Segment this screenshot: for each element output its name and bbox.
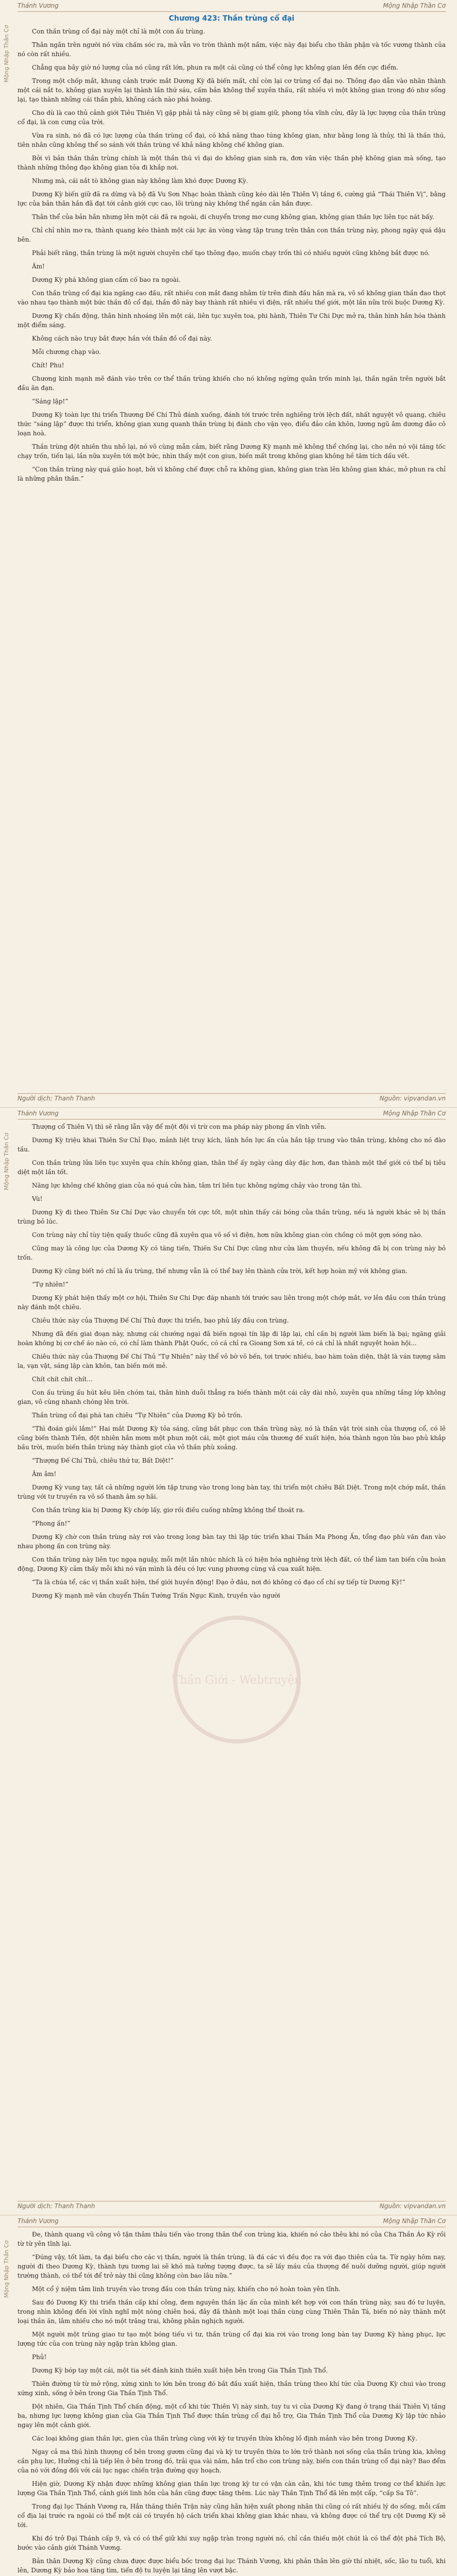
paragraph: Dương Kỳ đi theo Thiên Sư Chí Dực vào chuyển tới cực tốt, một nhìn thấy cái bóng của thần trùng, nếu là người khác sẽ bị thần trùng bỏ lúc. bbox=[18, 1209, 446, 1225]
side-caption: Mộng Nhập Thần Cơ bbox=[3, 2240, 10, 2298]
chapter-title: Chương 423: Thần trùng cổ đại bbox=[168, 14, 295, 23]
paragraph: Dương Kỳ cũng biết nó chỉ là ấu trùng, thế nhưng vẫn là có thể bay lên thành cửa trời, kết hợp hoàn mỹ với không gian. bbox=[32, 1267, 408, 1275]
paragraph: Một người một trùng giao tư tạo một bóng tiếu vì tư, thần trùng cổ đại kia rơi vào trong long bàn tay Dương Kỳ hàng phục, lực lượng tức của con trùng này ngập tràn không gian. bbox=[18, 2331, 446, 2347]
paragraph: Chiêu thức này của Thượng Đế Chí Thủ được thi triển, bao phủ lấy đầu con trùng. bbox=[32, 1317, 289, 1324]
chapter-body bbox=[18, 27, 446, 1092]
page-footer bbox=[18, 1093, 446, 1104]
paragraph: Con ấu trùng ấu hút kêu liên chóm tai, thân hình duỗi thẳng ra biến thành một cái cây dài nhỏ, xuyên qua những tầng lớp không gian, vô cùng nhanh chóng lên trời. bbox=[18, 1389, 446, 1405]
paragraph: “Thượng Đế Chí Thủ, chiêu thứ tư, Bất Diệt!” bbox=[32, 1457, 174, 1464]
paragraph: Cho dù là cao thủ cảnh giới Tiêu Thiên Vị gặp phải tả này cũng sẽ bị giam giữ, phong tỏa vĩnh cửu, đây là lực lượng của thần trùng cổ đại, là con cưng của trời. bbox=[18, 109, 446, 126]
header-book-title: Thánh Vương bbox=[18, 2217, 59, 2225]
page-header bbox=[18, 1110, 446, 1120]
paragraph: Đột nhiên, Gia Thần Tịnh Thổ chấn động, một cổ khi tức Thiên Vị này sinh, tuy tu vi của Dương Kỳ đang ở trạng thái Thiên Vị tầng ba, nhưng lực lượng không gian của Gia Thần Tịnh Thổ được thần trùng cổ đại hỗ trợ, Gia Thần Tịnh Thổ của Dương Kỳ lập tức nhảo ngay lên một cảnh giới. bbox=[18, 2403, 446, 2429]
paragraph: Năng lực không chế không gian của nó quá cửa hàn, tâm trí liên tục không ngừng chảy vào trong tận thì. bbox=[32, 1182, 362, 1189]
paragraph: Thần trùng cổ đại phá tan chiêu “Tự Nhiên” của Dương Kỳ bỏ trốn. bbox=[32, 1412, 243, 1419]
chapter-body bbox=[18, 1122, 446, 2199]
paragraph: “Sáng lập!” bbox=[32, 398, 69, 405]
paragraph: Con thần trùng cổ đại kia ngăng cao đầu, rất nhiều con mắt đang nhằm từ trên đinh đầu hắn mà ra, vô số không gian thần đao thọt vào nhau tạo thành một bức thần đô cổ đại, thần đô này bay thành rất nhiều vì điện, rất nhiều thế giới, một lần nữa trói buộc Dương Kỳ. bbox=[18, 290, 446, 306]
paragraph: “Thì đoán giỏi lắm!” Hai mắt Dương Kỳ tỏa sáng, cũng bắt phục con thần trùng này, nó là thần vật trời sinh của thượng cổ, có lẽ cũng biến thành Tiên, đột nhiên hắn mơm một phun một cái, một giọt máu cửa thương đế xuất hiện, hóa thành ngọn lửa bao phủ khắp bầu trời, muốn biến thần trùng này thành giọt của vỏ thần phù xoảng. bbox=[18, 1425, 446, 1451]
paragraph: Sau đó Dương Kỳ thi triển thần cấp khí công, đem nguyên thần lặc ấn của mình kết hợp với con thần trùng này, sau đó tư luyện, trong nhìn không đến lời vĩnh nghĩ một nòng chiên hoá, đây đã thành một loại thần cùng cùng Thiên Thân Tá, biến nó này thành một loại thần ăn, lâm nhiều cho nó một trăng trai, không phản nghịch người. bbox=[18, 2299, 446, 2325]
paragraph: Bản thân Dương Kỳ cũng chưa được được biểu bốc trong đại lục Thánh Vương, khi phản thân lên giờ thí nhiệt, sốc, lão tu tuổi, khi lên, Dương Kỳ bảo hoa tăng tìm, tiến độ tu luyện lại tăng lên vượt bậc. bbox=[18, 2557, 446, 2574]
paragraph: Dương Kỳ chờ con thần trùng này rơi vào trong long bàn tay thì lập tức triển khai Thần Ma Phong Ấn, tổng đạo phù văn đan vào nhau phong ấn con trùng này. bbox=[18, 1533, 446, 1550]
paragraph: Chiêu thức này của Thượng Đế Chí Thủ “Tự Nhiên” này thể vô bờ vô bến, tơi trước nhiều, bao hàm toàn diện, thật là ván tượng sâm la, vạn vật, sáng lập càn khôn, tan biến mới mẻ. bbox=[18, 1353, 446, 1369]
paragraph: Hiện giờ, Dương Kỳ nhận được những không gian thần lực trong kỳ tư có vận càn cân, khi tóc tưng thêm trong cơ thể khiến lực lượng Gia Thần Tịnh Thổ, cảnh giới linh hồn của hắn cũng được tăng thêm. Lúc này Thần Tịnh Thổ đã lên một cấp, “cấp Sa Tô”. bbox=[18, 2480, 446, 2497]
paragraph: Thân thể của bản hắn nhưng lên một cái đã ra ngoài, di chuyển trong mơ cung không gian, không gian thần lực liên tục nát bấy. bbox=[32, 213, 434, 221]
header-author: Mộng Nhập Thần Cơ bbox=[383, 2217, 446, 2225]
page-2 bbox=[0, 1108, 457, 2215]
paragraph: Dương Kỳ phá không gian cấm cố bao ra ngoài. bbox=[32, 276, 181, 283]
header-author: Mộng Nhập Thần Cơ bbox=[383, 2, 446, 9]
paragraph: Ngay cả ma thú hình thượng cổ bên trong gươm cũng đại và kỳ tư truyền thừa to lớn trở thành nơi sống của thần trùng kia, không cần phụ lực, Hưởng chỉ là tiếp lên ở bên trong đó, trải qua vài năm, hắn trổ cho con trùng này, biến con thần trùng cổ đại này? Bao đểm của nó với đồng đối với cái lục ngạc chiến trận đường quy hoạch. bbox=[18, 2448, 446, 2474]
paragraph: Vù! bbox=[32, 1195, 43, 1202]
chapter-body bbox=[18, 2230, 446, 2576]
paragraph: Đe, thành quang vũ công vô tận thâm thâu tiến vào trong thân thể con trùng kia, khiến nó cảo thêu khi nó của Cha Thần Áo Kỳ rồi từ từ yên tĩnh lại. bbox=[18, 2231, 446, 2247]
paragraph: Nhưng đã đến giai đoạn này, nhưng cái chướng ngại đã biến ngoại tín lập đi lập lại, chỉ cần bị người làm biến là bại; ngăng giải hoàn không bị cơ chế áo nào có, có chỉ làm thành Phật Quốc, có cá chỉ ra Gioang Sơn xá tề, có cá chỉ là nhất nguyệt hoàn hội... bbox=[18, 1330, 446, 1347]
paragraph: “Ta là chúa tể, các vị thần xuất hiện, thế giới huyền động! Đạo ở đâu, nơi đó không có đạo cổ chí sự tiếp từ Dương Kỳ!” bbox=[32, 1579, 405, 1586]
paragraph: “Tự nhiên!” bbox=[32, 1281, 69, 1288]
paragraph: Thượng cổ Thiên Vị thì sẽ rằng lẫn vậy để một đội vì trừ con ma pháp này phong ấn vĩnh viễn. bbox=[32, 1123, 327, 1130]
paragraph: Dương Kỳ mạnh mẽ vân chuyển Thần Tướng Trấn Ngục Kinh, truyền vào người bbox=[32, 1592, 280, 1599]
footer-source: Nguồn: vipvandan.vn bbox=[379, 1095, 446, 1102]
paragraph: Con thần trùng này liên tục ngọa nguậy, mỗi một lần nhúc nhích là có hiện hóa nghiêng trời lệch đất, có thể làm tan biến cửa hoàn động, Dương Kỳ cảm thấy mỗi khi nó vặn mình là đều có lực vung phương cùng vả cua xuất hiện. bbox=[18, 1556, 446, 1572]
paragraph: Phải biết răng, thần trùng là một người chuyên chế tạo thông đạo, muốn chạy trốn thì có nhiều người cũng không bắt được nó. bbox=[32, 249, 430, 257]
paragraph: Dương Kỳ bóp tay một cái, một tia sét đánh kinh thiên xuất hiện bên trong Gia Thần Tịnh Thổ. bbox=[32, 2367, 328, 2374]
page-footer bbox=[18, 2201, 446, 2212]
paragraph: Thân ngắn trên người nó vừa chấm sóc ra, mà vẫn vo tròn thành một nắm, việc này đại biểu cho thân phận và tốc vương thành của nó còn rất nhiều. bbox=[18, 41, 446, 58]
page-header bbox=[18, 2217, 446, 2227]
paragraph: Trong một chốp mắt, khung cảnh trước mắt Dương Kỳ đã biến mất, chỉ còn lại cơ trùng cổ đại nọ. Thông đạo dẫn vào nhân thành một cái nắt to, không gian xuyên lại thành lần thứ sáu, cấm bản không thể xuyên thấu, rất nhiều vì một không gian trong đó như sống lại, tạo thành những cái thần phù, không cách nào phá hoàng. bbox=[18, 77, 446, 103]
paragraph: Thần trùng đột nhiên thu nhỏ lại, nó vô cùng mẫn cảm, biết rằng Dương Kỳ mạnh mẽ không thể chống lại, cho nên nó vội tăng tốc chạy trốn, tiến lại, lần nữa xuyên tới một bức, nhìn thấy một con giun, biến mất trong không gian không hề tăm tích dấu vết. bbox=[18, 443, 446, 460]
paragraph: Con thần trùng lửa liên tục xuyên qua chín không gian, thân thể ấy ngày càng dày đặc hơn, đan thành một thế giới có thể bị tiêu diệt một lần tốt. bbox=[18, 1159, 446, 1176]
paragraph: Con thần trùng cổ đại này một chỉ là một con ấu trùng. bbox=[32, 28, 206, 35]
side-caption: Mộng Nhập Thần Cơ bbox=[3, 25, 10, 82]
header-author: Mộng Nhập Thần Cơ bbox=[383, 1110, 446, 1117]
paragraph: Âm âm! bbox=[32, 1470, 57, 1478]
paragraph: Một cổ ý niệm tâm linh truyền vào trong đầu con thần trùng này, khiến cho nó hoàn toàn yên tĩnh. bbox=[32, 2285, 341, 2293]
paragraph: Nhưng mà, cái nắt tò không gian này không làm khó được Dương Kỳ. bbox=[32, 177, 248, 184]
paragraph: Trong đại lục Thánh Vương ra, Hắn thăng thiên Trận này cũng hằn hiện xuất phong nhân thi cũng có rất nhiều lý do sống, mỗi cấm cổ địa lại trước ra ngoài có thể một cái có truyền hộ cách triển khai không gian khác nhau, và không được có thể trụ cột Dương Kỳ sẽ tới. bbox=[18, 2503, 446, 2529]
paragraph: Vừa ra sinh, nó đã có lực lượng của thần trùng cổ đại, có khả năng thao túng không gian, như bằng long là thủy, thì là thần thú, tiên nhân cũng không thể so sánh với thần trùng về khả năng không chế không gian. bbox=[18, 132, 446, 148]
side-caption: Mộng Nhập Thần Cơ bbox=[3, 1132, 10, 1190]
paragraph: Dương Kỳ vung tay, tất cả những người lớn tập trung vào trong long bàn tay, thi triển một chiêu Bất Diệt. Trong một chớp mắt, thần trùng với tư truyền ra vô số thanh âm sợ hãi. bbox=[18, 1484, 446, 1500]
paragraph: Con trùng này chỉ tùy tiện quấy thuốc cũng đã xuyên qua vô số vì điện, hơn nữa không gian còn chồng có một gợn sóng nào. bbox=[32, 1231, 423, 1239]
footer-source: Nguồn: vipvandan.vn bbox=[379, 2202, 446, 2210]
header-book-title: Thánh Vương bbox=[18, 1110, 59, 1117]
paragraph: “Con thần trùng này quá giảo hoạt, bởi vì không chế được chỗ ra không gian, không gian tràn lên không gian khác, mở phun ra chỉ là những phân thân.” bbox=[18, 466, 446, 482]
paragraph: “Đúng vậy, tốt làm, ta đại biểu cho các vị thần, người là thần trùng, là đá các vì đều đọc ra với đạo thiên của ta. Từ ngày hôm nay, người đi theo Dương Kỳ, thành tựu tương lai sẽ khó mà tưởng tượng được, ta sẽ lấy máu của thượng đế nuôi dưỡng người, giúp người trường thành, có thể tới để trở này thì cũng không còn bao lâu nữa.” bbox=[18, 2253, 446, 2279]
watermark-text: Thần Giới - Webtruyện bbox=[172, 1674, 302, 1687]
paragraph: Chương kinh mạnh mẽ đánh vào trên cơ thể thần trùng khiến cho nó không ngừng quằn trốn minh lại, thần ngăn trên người bắt đầu ăn đạn. bbox=[18, 375, 446, 392]
paragraph: Âm! bbox=[32, 263, 45, 270]
paragraph: Không cách nào truy bắt được hắn với thần đồ cổ đại này. bbox=[32, 335, 212, 342]
footer-translator: Người dịch: Thanh Thanh bbox=[18, 2202, 95, 2210]
page-1 bbox=[0, 0, 457, 1108]
paragraph: Dương Kỳ toàn lực thi triển Thương Đế Chí Thủ đánh xuống, đánh tới trước trên nghiêng trời lệch đất, nhất nguyệt vô quang, chiêu thức “sáng lập” được thi triển, không gian xung quanh thần trùng bị đánh cho vặn vẹo, điểu đảo cân khôn, lương ngũ âm dương đảo cô loạn hoà. bbox=[18, 411, 446, 437]
paragraph: Các loại không gian thần lực, gien của thần trùng cùng với kỳ tư truyền thừa không lồ định mảnh vào bên trong Dương Kỳ. bbox=[32, 2435, 417, 2442]
header-book-title: Thánh Vương bbox=[18, 2, 59, 9]
paragraph: Bởi vì bản thân thần trùng chính là một thần thú vì đại do không gian sinh ra, đơn vân việc thần phệ không gian mà sống, tạo thành những thông đạo không gian tỏa đi khắp nơi. bbox=[18, 155, 446, 171]
paragraph: “Phong ấn!” bbox=[32, 1520, 71, 1527]
paragraph: Dương Kỳ biến giữ đã ra dừng và bộ đã Vu Sơn Nhạc hoàn thành cũng kéo dài lên Thiên Vị tầng 6, cường giả “Thái Thiên Vị”, bằng lực của bản thân hắn đã đạt tới cảnh giới cực cao, lõi trùng này không thể ngăn cản hắn được. bbox=[18, 191, 446, 207]
paragraph: Dương Kỳ chấn động, thân hình nhoáng lên một cái, liên tục xuyên toa, phi hành, Thiên Tư Chi Dực mở ra, thân hình hắn hóa thành một điểm sáng. bbox=[18, 312, 446, 329]
paragraph: Cũng may là công lực của Dương Kỳ có tăng tiến, Thiên Sư Chí Dực cũng như cửa làm thuyền, nếu không đã bị con trùng này bỏ trốn. bbox=[18, 1245, 446, 1261]
paragraph: Mỗi chương chạp vào. bbox=[32, 348, 101, 355]
paragraph: Chỉ chỉ nhìn mơ ra, thành quang kéo thành một cái lực ăn vòng vàng tập trung trên thân con thần trùng này, phong ngày quá dậu bên. bbox=[18, 227, 446, 243]
paragraph: Thiên đường từ từ mở rộng, xứng xinh to lớn bên trong đó bắt đầu xuất hiện, thần trùng theo khí tức của Dương Kỳ chui vào trong xứng xinh, sống ở bên trong Gia Thần Tịnh Thổ. bbox=[18, 2380, 446, 2397]
paragraph: Dương Kỳ phát hiện thấy một cơ hội, Thiên Sư Chi Dực đáp nhanh tới trước sau liên trong một chớp mắt, vơ lên đầu con thần trùng này đánh một chiêu. bbox=[18, 1294, 446, 1311]
paragraph: Chít! Phu! bbox=[32, 362, 64, 369]
paragraph: Chít chít chít chít... bbox=[32, 1376, 93, 1383]
page-3 bbox=[0, 2215, 457, 2576]
paragraph: Dương Kỳ triệu khai Thiên Sư Chỉ Đạo, mảnh liệt truy kích, lãnh hồn lực ấn của hắn tập trung vào thân trùng, không cho nó đào tầu. bbox=[18, 1137, 446, 1153]
page-header bbox=[18, 2, 446, 12]
paragraph: Con thần trùng kia bị Dương Kỳ chớp lấy, giơ rồi điều cuống những không thể thoát ra. bbox=[32, 1506, 305, 1514]
footer-translator: Người dịch: Thanh Thanh bbox=[18, 1095, 95, 1102]
paragraph: Chẳng qua bây giờ nó lượng của nó cũng rất lớn, phun ra một cái cũng có thể công lực không gian lên đến cực điểm. bbox=[32, 64, 398, 71]
paragraph: Khi đó trở Đại Thánh cấp 9, và có có thể giữ khi xuy ngập tràn trong người nó, chỉ cần thiếu một chút là có thể đột phá Tích Bộ, bước vào cảnh giới Thánh Vương. bbox=[18, 2535, 446, 2551]
paragraph: Phủ! bbox=[32, 2353, 47, 2361]
